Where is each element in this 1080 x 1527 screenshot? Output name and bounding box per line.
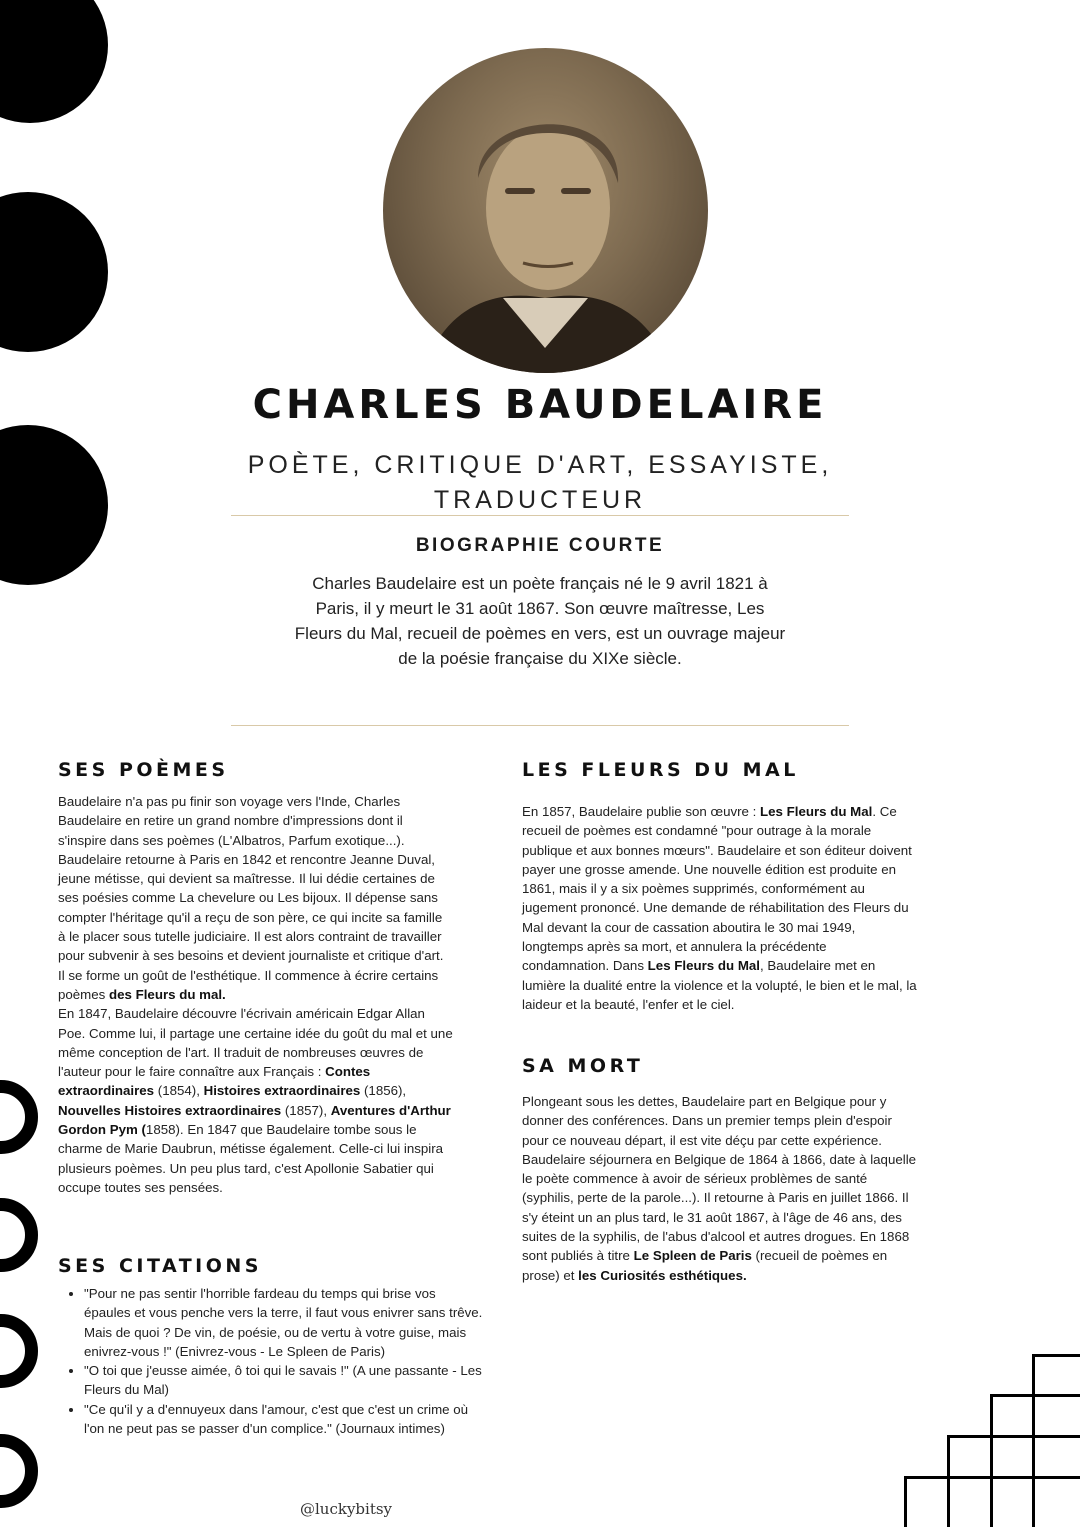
roles-subtitle [230,448,850,518]
poemes-p1: Baudelaire n'a pas pu finir son voyage vers l'Inde, Charles Baudelaire en retire un grand nombre d'impressions dont il s'inspire dans ses poèmes (L'Albatros, Parfum exotique...). Baudelaire retourne à Paris en 1842 et rencontre Jeanne Duval, jeune métisse, qui devient sa maîtresse. Il lui dédie certaines de ses poésies comme La chevelure ou Les bijoux. Il dépense sans compter l'héritage qu'il a reçu de son père, ce qui incite sa famille à le placer sous tutelle judiciaire. Il est alors contraint de travailler pour subvenir à ses besoins et devient journaliste et critique d'art. Il se forme un goût de l'esthétique. Il commence à écrire certains poèmes [58,794,444,1002]
fleurs-heading: LES FLEURS DU MAL [522,759,799,781]
work-year: (1854), [154,1083,204,1099]
work-title: Les Fleurs du Mal [760,804,873,819]
citation-item: • "O toi que j'eusse aimée, ô toi qui le savais !" (A une passante - Les Fleurs du Mal) [84,1361,484,1400]
poemes-text [58,792,453,1197]
fleurs-a: En 1857, Baudelaire publie son œuvre : [522,804,761,819]
work-year: (1857), [281,1102,331,1118]
decor-ring [0,1080,38,1154]
fleurs-c: . Ce recueil de poèmes est condamné "pour outrage à la morale publique et aux bonnes mœurs". Baudelaire et son éditeur doivent payer une grosse amende. Une nouvelle édition est produite en 1861, mais il y a six poèmes supprimés, conformément au jugement prononcé. Une demande de réhabilitation des Fleurs du Mal devant la cour de cassation aboutira le 30 mai 1949, longtemps après sa mort, et annulera la précédente condamnation. Dans [522,804,912,974]
mort-heading: SA MORT [522,1055,644,1077]
citations-heading: SES CITATIONS [58,1255,262,1277]
poemes-p2: En 1847, Baudelaire découvre l'écrivain américain Edgar Allan Poe. Comme lui, il partage une certaine idée du goût du mal et une même conception de l'art. Il traduit de nombreuses œuvres de l'auteur pour le faire connaître aux Français : [58,1006,453,1080]
citation-item: • "Pour ne pas sentir l'horrible fardeau du temps qui brise vos épaules et vous penche vers la terre, il faut vous enivrer sans trêve. Mais de quoi ? De vin, de poésie, ou de vertu à votre guise, mais enivrez-vous !" (Enivrez-vous - Le Spleen de Paris) [84,1284,484,1361]
citation-item: • "Ce qu'il y a d'ennuyeux dans l'amour, c'est que c'est un crime où l'on ne peut pas se passer d'un complice." (Journaux intimes) [84,1400,484,1439]
poemes-p1-bold: des Fleurs du mal. [109,986,226,1002]
decor-dot [0,425,108,585]
biography-text: Charles Baudelaire est un poète français né le 9 avril 1821 à Paris, il y meurt le 31 août 1867. Son œuvre maîtresse, Les Fleurs du Mal, recueil de poèmes en vers, est un ouvrage majeur de la poésie française du XIXe siècle. [294,574,786,668]
roles-line-1: POÈTE, CRITIQUE D'ART, ESSAYISTE, [247,451,833,479]
fleurs-text [522,802,917,1014]
poemes-heading: SES POÈMES [58,759,229,781]
decor-ring [0,1434,38,1508]
work-title: Nouvelles Histoires extraordinaires [58,1102,282,1118]
work-title: Le Spleen de Paris [633,1248,752,1264]
work-title: Histoires extraordinaires [203,1083,361,1099]
work-title: Les Fleurs du Mal [647,958,760,974]
author-signature: @luckybitsy [300,1500,393,1518]
biography-heading: BIOGRAPHIE COURTE [415,535,665,556]
decor-ring [0,1198,38,1272]
decor-ring [0,1314,38,1388]
citations-list [58,1284,484,1438]
work-title: Aventures d'Arthur Gordon Pym ( [58,1102,451,1138]
fleurs-d: , Baudelaire met en lumière la dualité entre la violence et la volupté, le bien et le mal, la laideur et la beauté, l'enfer et le ciel. [522,958,917,1012]
portrait-photo [383,48,708,373]
poemes-p2-end: 1858). En 1847 que Baudelaire tombe sous le charme de Marie Daubrun, métisse également. Celle-ci lui inspira plusieurs poèmes. Un peu plus tard, c'est Apollonie Sabatier qui occupe toutes ses pensées. [58,1122,444,1195]
work-year: (1856), [360,1083,407,1099]
work-title: Contes extraordinaires [58,1064,371,1099]
divider [231,515,849,516]
decor-dot [0,192,108,352]
mort-c: (recueil de poèmes en prose) et [522,1248,888,1283]
roles-line-2: TRADUCTEUR [433,486,647,514]
page-title: CHARLES BAUDELAIRE [252,382,828,428]
work-title: les Curiosités esthétiques. [578,1267,747,1283]
mort-a: Plongeant sous les dettes, Baudelaire part en Belgique pour y donner des conférences. Dans un premier temps plein d'espoir pour ce nouveau départ, il est vite déçu par cette expérience. Baudelaire séjournera en Belgique de 1864 à 1866, date à laquelle le poète commence à avoir de sérieux problèmes de santé (syphilis, perte de la parole...). Il retourne à Paris en juillet 1866. Il s'y éteint un an plus tard, le 31 août 1867, à l'âge de 46 ans, des suites de la syphilis, de l'abus d'alcool et autres drogues. En 1868 sont publiés à titre [522,1094,917,1264]
mort-text [522,1092,917,1285]
decor-dot [0,0,108,123]
divider [231,725,849,726]
